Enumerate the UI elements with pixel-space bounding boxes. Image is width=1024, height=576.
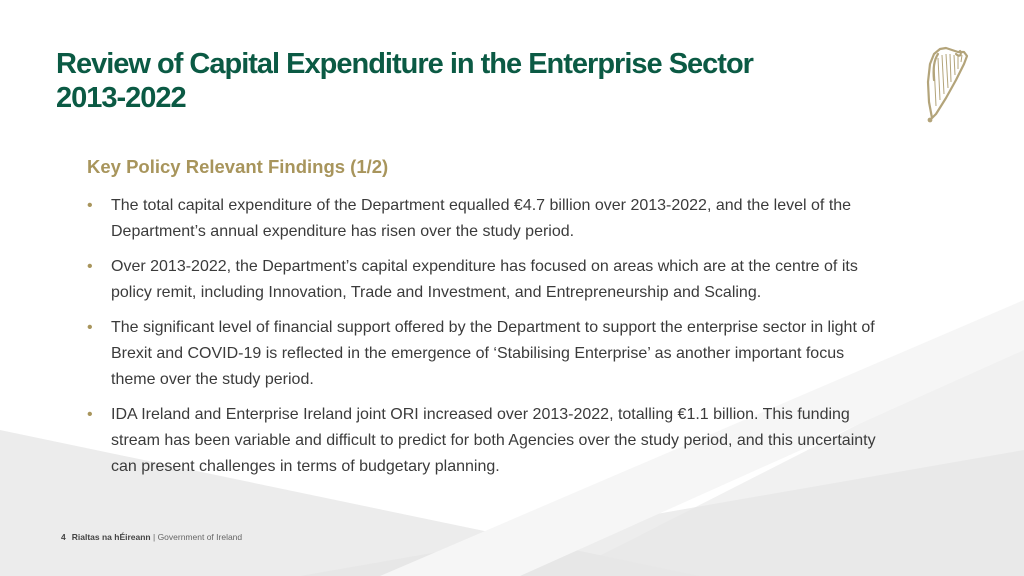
finding-item	[87, 254, 877, 306]
footer	[61, 532, 242, 542]
bullet-icon: •	[87, 319, 93, 336]
footer-org-irish: Rialtas na hÉireann	[71, 532, 151, 542]
page-title-line-2: 2013-2022	[56, 82, 186, 114]
footer-org-english: Government of Ireland	[157, 532, 243, 542]
footer-separator: |	[150, 532, 158, 542]
bullet-icon: •	[87, 197, 93, 214]
page-number: 4	[61, 532, 66, 542]
harp-emblem-icon	[916, 42, 972, 124]
findings-list	[87, 193, 877, 489]
bullet-icon: •	[87, 258, 93, 275]
finding-text: The significant level of financial support offered by the Department to support the enterprise sector in light of Brexit and COVID-19 is reflected in the emergence of ‘Stabilising Enterprise’ as another important focus theme over the study period.	[111, 319, 875, 388]
page-title	[56, 47, 876, 115]
bullet-icon: •	[87, 406, 93, 423]
section-subtitle: Key Policy Relevant Findings (1/2)	[87, 156, 389, 177]
finding-item	[87, 193, 877, 245]
finding-text: The total capital expenditure of the Department equalled €4.7 billion over 2013-2022, and the level of the Department’s annual expenditure has risen over the study period.	[111, 197, 852, 240]
finding-text: IDA Ireland and Enterprise Ireland joint ORI increased over 2013-2022, totalling €1.1 billion. This funding stream has been variable and difficult to predict for both Agencies over the study period, and this uncertainty can present challenges in terms of budgetary planning.	[111, 406, 876, 475]
finding-item	[87, 315, 877, 393]
finding-item	[87, 402, 877, 480]
page-title-line-1: Review of Capital Expenditure in the Enterprise Sector	[56, 48, 753, 80]
finding-text: Over 2013-2022, the Department’s capital expenditure has focused on areas which are at the centre of its policy remit, including Innovation, Trade and Investment, and Entrepreneurship and Scaling.	[111, 258, 858, 301]
